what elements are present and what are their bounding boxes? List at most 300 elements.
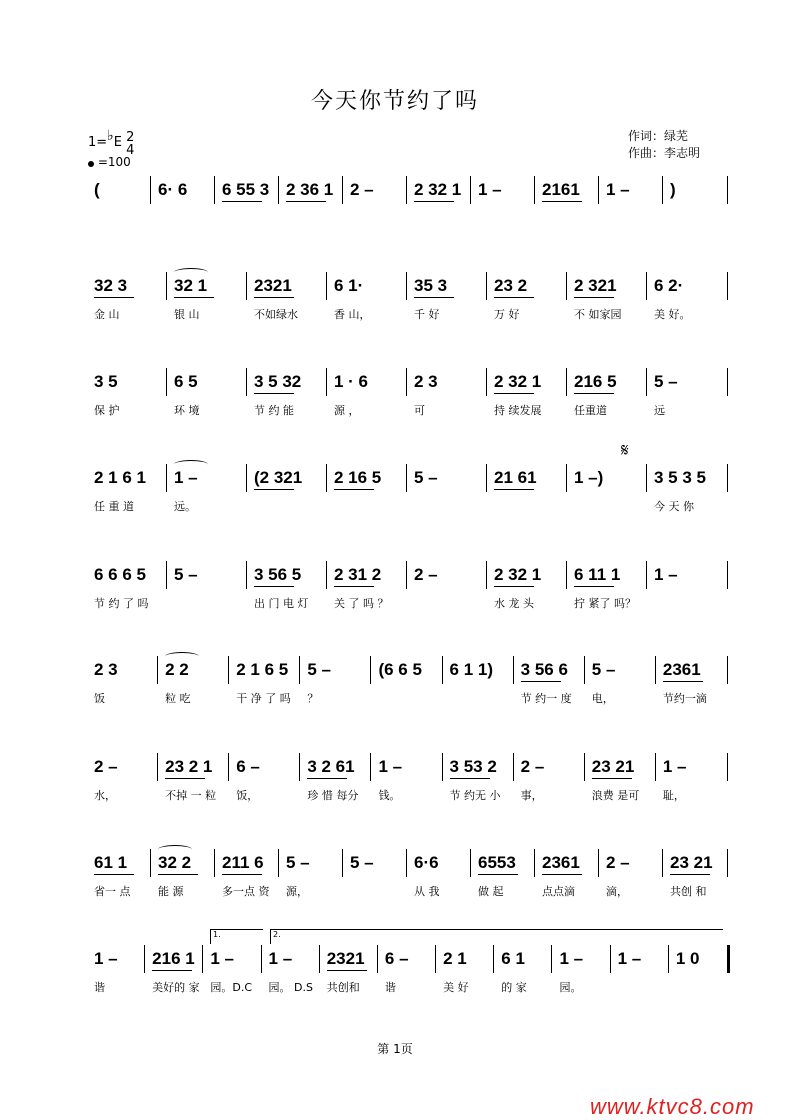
measure-notes: 3 5 (94, 372, 118, 391)
beam-line (165, 778, 205, 779)
bar-line (406, 368, 407, 396)
measure-notes: 2 16 5 (334, 468, 382, 487)
beam-line (254, 489, 294, 490)
bar-line (342, 849, 343, 877)
bar-line (166, 464, 167, 492)
beam-line (174, 297, 214, 298)
measure-notes: 3 2 61 (307, 757, 355, 776)
meter-top: 2 (126, 130, 135, 145)
bar-line (246, 464, 247, 492)
note-line (90, 372, 730, 400)
bar-line (662, 176, 663, 204)
note-line (90, 276, 730, 304)
key-prefix: 1= (88, 135, 108, 150)
lyric-syllables: 今 天 你 (654, 500, 694, 513)
lyric-line (90, 787, 730, 803)
measure-notes: ) (670, 180, 676, 199)
bar-line (566, 464, 567, 492)
measure-notes: 23 2 (494, 276, 528, 295)
measure-notes: 3 53 2 (449, 757, 497, 776)
bar-line (214, 849, 215, 877)
slur-mark (174, 268, 208, 277)
measure-notes: 23 21 (591, 757, 635, 776)
lyric-syllables: 的 家 (501, 981, 527, 994)
beam-line (327, 970, 367, 971)
lyric-syllables: 粒 吃 (165, 692, 191, 705)
bar-line (584, 656, 585, 684)
score-row (90, 949, 730, 994)
bar-line (326, 368, 327, 396)
beam-line (94, 874, 134, 875)
note-line (90, 180, 730, 208)
lyric-syllables: 持 续发展 (494, 404, 542, 417)
measure-notes: 6·6 (414, 853, 439, 872)
measure-notes: 23 2 1 (165, 757, 213, 776)
tempo-value: =100 (97, 155, 131, 169)
lyric-syllables: 省一 点 (94, 885, 131, 898)
lyric-syllables: 拧 紧了 吗？ (574, 597, 636, 610)
lyric-line (90, 883, 730, 899)
measure-notes: 2 3 (94, 660, 118, 679)
note-line (90, 468, 730, 496)
lyric-syllables: 关 了 吗 ？ (334, 597, 389, 610)
bar-line (566, 561, 567, 589)
measure-notes: 32 2 (158, 853, 192, 872)
bar-line (435, 945, 436, 973)
bar-line (214, 176, 215, 204)
measure-notes: (2 321 (254, 468, 303, 487)
measure-notes: 32 3 (94, 276, 128, 295)
bar-line (326, 464, 327, 492)
bar-line (513, 656, 514, 684)
end-bar-line (727, 464, 728, 492)
beam-line (542, 874, 582, 875)
measure-notes: 6553 (478, 853, 516, 872)
lyric-syllables: 不掉 一 粒 (165, 789, 217, 802)
measure-notes: 1 – (654, 565, 678, 584)
measure-notes: 2361 (662, 660, 701, 679)
bar-line (534, 849, 535, 877)
bar-line (144, 945, 145, 973)
measure-notes: 2 – (520, 757, 545, 776)
lyric-syllables: 耻， (662, 789, 685, 802)
beam-line (574, 393, 614, 394)
bar-line (370, 656, 371, 684)
bar-line (319, 945, 320, 973)
measure-notes: 5 – (307, 660, 331, 679)
lyric-syllables: 饭， (236, 789, 259, 802)
lyric-syllables: 环 境 (174, 404, 200, 417)
bar-line (486, 561, 487, 589)
lyric-line (90, 402, 730, 418)
lyric-syllables: 可 (414, 404, 425, 417)
bar-line (278, 176, 279, 204)
lyric-line (90, 979, 730, 995)
composer: 作曲：李志明 (628, 146, 701, 160)
lyric-syllables: 滴， (606, 885, 628, 898)
measure-notes: 6 – (236, 757, 260, 776)
lyric-syllables: 能 源 (158, 885, 184, 898)
lyric-syllables: 水， (94, 789, 116, 802)
bar-line (299, 753, 300, 781)
beam-line (254, 586, 294, 587)
beam-line (494, 489, 534, 490)
bar-line (470, 176, 471, 204)
measure-notes: 3 56 5 (254, 565, 302, 584)
quarter-note-icon (88, 161, 94, 167)
lyric-line (90, 595, 730, 611)
measure-notes: 1 – (559, 949, 584, 968)
measure-notes: 3 5 3 5 (654, 468, 706, 487)
beam-line (414, 201, 454, 202)
score-row (90, 372, 730, 417)
lyric-syllables: 节 约一 度 (520, 692, 572, 705)
bar-line (228, 753, 229, 781)
bar-line (326, 272, 327, 300)
beam-line (592, 778, 632, 779)
measure-notes: 1 0 (675, 949, 700, 968)
lyric-syllables: 钱。 (378, 789, 401, 802)
measure-notes: 61 1 (94, 853, 128, 872)
measure-notes: 2321 (326, 949, 365, 968)
bar-line (534, 176, 535, 204)
measure-notes: 2 36 1 (286, 180, 334, 199)
bar-line (261, 945, 262, 973)
measure-notes: 5 – (591, 660, 616, 679)
lyric-syllables: 金 山 (94, 308, 120, 321)
lyric-syllables: 电， (591, 692, 614, 705)
measure-notes: 35 3 (414, 276, 448, 295)
bar-line (246, 272, 247, 300)
lyricist: 作词：绿芜 (628, 129, 689, 143)
measure-notes: 3 56 6 (520, 660, 568, 679)
measure-notes: 5 – (174, 565, 198, 584)
measure-notes: 1 – (174, 468, 198, 487)
measure-notes: 2 2 (165, 660, 189, 679)
bar-line (470, 849, 471, 877)
measure-notes: 2 – (94, 757, 118, 776)
lyric-line (90, 690, 730, 706)
lyric-syllables: 源 ， (334, 404, 360, 417)
beam-line (494, 297, 534, 298)
end-bar-line (727, 656, 728, 684)
slur-mark (174, 460, 208, 469)
beam-line (574, 586, 614, 587)
measure-notes: 1 – (606, 180, 630, 199)
bar-line (166, 561, 167, 589)
bar-line (157, 656, 158, 684)
beam-line (542, 201, 582, 202)
lyric-syllables: 不 如家园 (574, 308, 622, 321)
lyric-syllables: 美好的 家 (152, 981, 200, 994)
beam-line (478, 874, 518, 875)
lyric-syllables: 事， (520, 789, 543, 802)
beam-line (158, 874, 198, 875)
measure-notes: 2 1 6 5 (236, 660, 289, 679)
measure-notes: 6 11 1 (574, 565, 621, 584)
beam-line (414, 297, 454, 298)
measure-notes: ( (94, 180, 100, 199)
bar-line (342, 176, 343, 204)
end-bar-line (727, 561, 728, 589)
lyric-syllables: 香 山， (334, 308, 371, 321)
note-line (90, 757, 730, 785)
bar-line (486, 368, 487, 396)
score-row (90, 853, 730, 898)
beam-line (334, 586, 374, 587)
beam-line (254, 393, 294, 394)
measure-notes: 6 6 6 5 (94, 565, 146, 584)
bar-line (566, 368, 567, 396)
lyric-syllables: 任 重 道 (94, 500, 134, 513)
lyric-syllables: 珍 惜 每分 (307, 789, 359, 802)
measure-notes: 2 31 2 (334, 565, 382, 584)
note-line (90, 949, 730, 977)
bar-line (584, 753, 585, 781)
measure-notes: 2 32 1 (414, 180, 462, 199)
beam-line (254, 297, 294, 298)
beam-line (494, 586, 534, 587)
lyric-syllables: 共创和 (326, 981, 360, 994)
lyric-syllables: 任重道 (574, 404, 607, 417)
lyric-syllables: 源， (286, 885, 308, 898)
lyric-syllables: 从 我 (414, 885, 440, 898)
bar-line (406, 176, 407, 204)
measure-notes: 6· 6 (158, 180, 188, 199)
beam-line (334, 489, 374, 490)
volta-bracket: 1. (210, 929, 263, 944)
measure-notes: 6 – (384, 949, 409, 968)
lyric-syllables: 多一点 资 (222, 885, 270, 898)
note-line (90, 660, 730, 688)
measure-notes: 2321 (254, 276, 292, 295)
slur-mark (165, 652, 199, 661)
bar-line (610, 945, 611, 973)
lyric-syllables: 浪费 是可 (591, 789, 640, 802)
lyric-syllables: 饭 (94, 692, 105, 705)
measure-notes: 5 – (286, 853, 310, 872)
measure-notes: 6 2· (654, 276, 684, 295)
measure-notes: 2 1 6 1 (94, 468, 146, 487)
beam-line (94, 297, 134, 298)
bar-line (598, 176, 599, 204)
beam-line (494, 393, 534, 394)
lyric-syllables: 园。D.C (210, 981, 253, 994)
bar-line (655, 656, 656, 684)
measure-notes: 1 – (662, 757, 687, 776)
bar-line (486, 464, 487, 492)
lyric-syllables: 节 约 能 (254, 404, 294, 417)
score-row (90, 468, 730, 513)
lyric-syllables: 园。 D.S (268, 981, 313, 994)
bar-line (157, 753, 158, 781)
measure-notes: 2 1 (443, 949, 467, 968)
bar-line (646, 561, 647, 589)
lyric-syllables: 水 龙 头 (494, 597, 534, 610)
measure-notes: 1 – (210, 949, 234, 968)
lyric-syllables: 远。 (174, 500, 196, 513)
beam-line (450, 778, 490, 779)
beam-line (286, 201, 326, 202)
measure-notes: 5 – (414, 468, 438, 487)
beam-line (222, 201, 262, 202)
measure-notes: 1 · 6 (334, 372, 369, 391)
volta-bracket: 2. (270, 929, 723, 944)
note-line (90, 565, 730, 593)
end-bar-line (727, 945, 730, 973)
lyric-syllables: 节约一滴 (662, 692, 707, 705)
measure-notes: 1 –) (574, 468, 604, 487)
measure-notes: 21 61 (494, 468, 537, 487)
measure-notes: 2 3 (414, 372, 438, 391)
measure-notes: 1 – (268, 949, 293, 968)
bar-line (513, 753, 514, 781)
measure-notes: 6 1· (334, 276, 364, 295)
bar-line (406, 272, 407, 300)
measure-notes: 3 5 32 (254, 372, 302, 391)
bar-line (406, 561, 407, 589)
bar-line (646, 464, 647, 492)
end-bar-line (727, 272, 728, 300)
song-title: 今天你节约了吗 (310, 89, 479, 114)
lyric-syllables: 万 好 (494, 308, 520, 321)
measure-notes: 216 1 (152, 949, 195, 968)
measure-notes: 2 – (350, 180, 374, 199)
beam-line (152, 970, 192, 971)
key-signature (88, 128, 134, 157)
page-number: 第 1页 (377, 1042, 413, 1056)
measure-notes: 23 21 (670, 853, 713, 872)
bar-line (646, 272, 647, 300)
lyric-syllables: 千 好 (414, 308, 440, 321)
bar-line (662, 849, 663, 877)
measure-notes: 2361 (542, 853, 580, 872)
segno-icon: 𝄋 (621, 440, 629, 461)
measure-notes: 1 – (617, 949, 642, 968)
watermark: www.ktvc8.com (590, 1094, 755, 1119)
measure-notes: 2161 (542, 180, 580, 199)
bar-line (150, 849, 151, 877)
key-letter: E (113, 135, 122, 150)
lyric-syllables: 做 起 (478, 885, 504, 898)
bar-line (442, 656, 443, 684)
bar-line (246, 368, 247, 396)
score-row (90, 180, 730, 208)
measure-notes: 6 1 1) (449, 660, 494, 679)
beam-line (521, 681, 561, 682)
lyric-syllables: 不如绿水 (254, 308, 298, 321)
lyric-syllables: 保 护 (94, 404, 120, 417)
bar-line (166, 272, 167, 300)
score-row (90, 565, 730, 610)
lyric-syllables: 干 净 了 吗 (236, 692, 291, 705)
tempo-mark (88, 155, 131, 169)
lyric-line (90, 498, 730, 514)
lyric-syllables: 银 山 (174, 308, 200, 321)
bar-line (551, 945, 552, 973)
bar-line (370, 753, 371, 781)
measure-notes: 2 321 (574, 276, 617, 295)
measure-notes: (6 6 5 (378, 660, 422, 679)
measure-notes: 1 – (94, 949, 118, 968)
lyric-syllables: 出 门 电 灯 (254, 597, 309, 610)
lyric-syllables: 谐 (384, 981, 396, 994)
note-line (90, 853, 730, 881)
end-bar-line (727, 368, 728, 396)
lyric-syllables: 园。 (559, 981, 582, 994)
bar-line (278, 849, 279, 877)
flat-sign: ♭ (107, 128, 114, 144)
bar-line (150, 176, 151, 204)
beam-line (307, 778, 347, 779)
measure-notes: 1 – (378, 757, 403, 776)
beam-line (670, 874, 710, 875)
measure-notes: 5 – (350, 853, 374, 872)
end-bar-line (727, 176, 728, 204)
lyric-syllables: 节 约无 小 (449, 789, 501, 802)
measure-notes: 1 – (478, 180, 502, 199)
lyric-syllables: 节 约 了 吗 (94, 597, 149, 610)
measure-notes: 6 1 (501, 949, 525, 968)
bar-line (668, 945, 669, 973)
bar-line (202, 945, 203, 973)
bar-line (406, 464, 407, 492)
lyric-syllables: ？ (307, 692, 319, 705)
measure-notes: 6 55 3 (222, 180, 270, 199)
measure-notes: 2 32 1 (494, 565, 542, 584)
measure-notes: 5 – (654, 372, 678, 391)
measure-notes: 2 – (414, 565, 438, 584)
measure-notes: 32 1 (174, 276, 208, 295)
end-bar-line (727, 849, 728, 877)
score-row (90, 757, 730, 802)
bar-line (493, 945, 494, 973)
bar-line (486, 272, 487, 300)
bar-line (406, 849, 407, 877)
bar-line (566, 272, 567, 300)
credits (628, 128, 700, 162)
lyric-syllables: 点点滴 (542, 885, 575, 898)
bar-line (228, 656, 229, 684)
bar-line (299, 656, 300, 684)
score-row (90, 276, 730, 321)
time-signature (126, 131, 134, 157)
lyric-syllables: 美 好。 (654, 308, 691, 321)
measure-notes: 211 6 (222, 853, 264, 872)
end-bar-line (727, 753, 728, 781)
lyric-line (90, 306, 730, 322)
measure-notes: 216 5 (574, 372, 617, 391)
bar-line (598, 849, 599, 877)
beam-line (574, 297, 614, 298)
lyric-syllables: 共创 和 (670, 885, 707, 898)
measure-notes: 2 32 1 (494, 372, 542, 391)
score-row (90, 660, 730, 705)
measure-notes: 2 – (606, 853, 630, 872)
bar-line (377, 945, 378, 973)
beam-line (222, 874, 262, 875)
meter-bottom: 4 (126, 143, 135, 158)
bar-line (326, 561, 327, 589)
bar-line (655, 753, 656, 781)
slur-mark (158, 845, 192, 854)
bar-line (442, 753, 443, 781)
lyric-syllables: 谐 (94, 981, 105, 994)
bar-line (246, 561, 247, 589)
beam-line (663, 681, 703, 682)
bar-line (646, 368, 647, 396)
bar-line (166, 368, 167, 396)
